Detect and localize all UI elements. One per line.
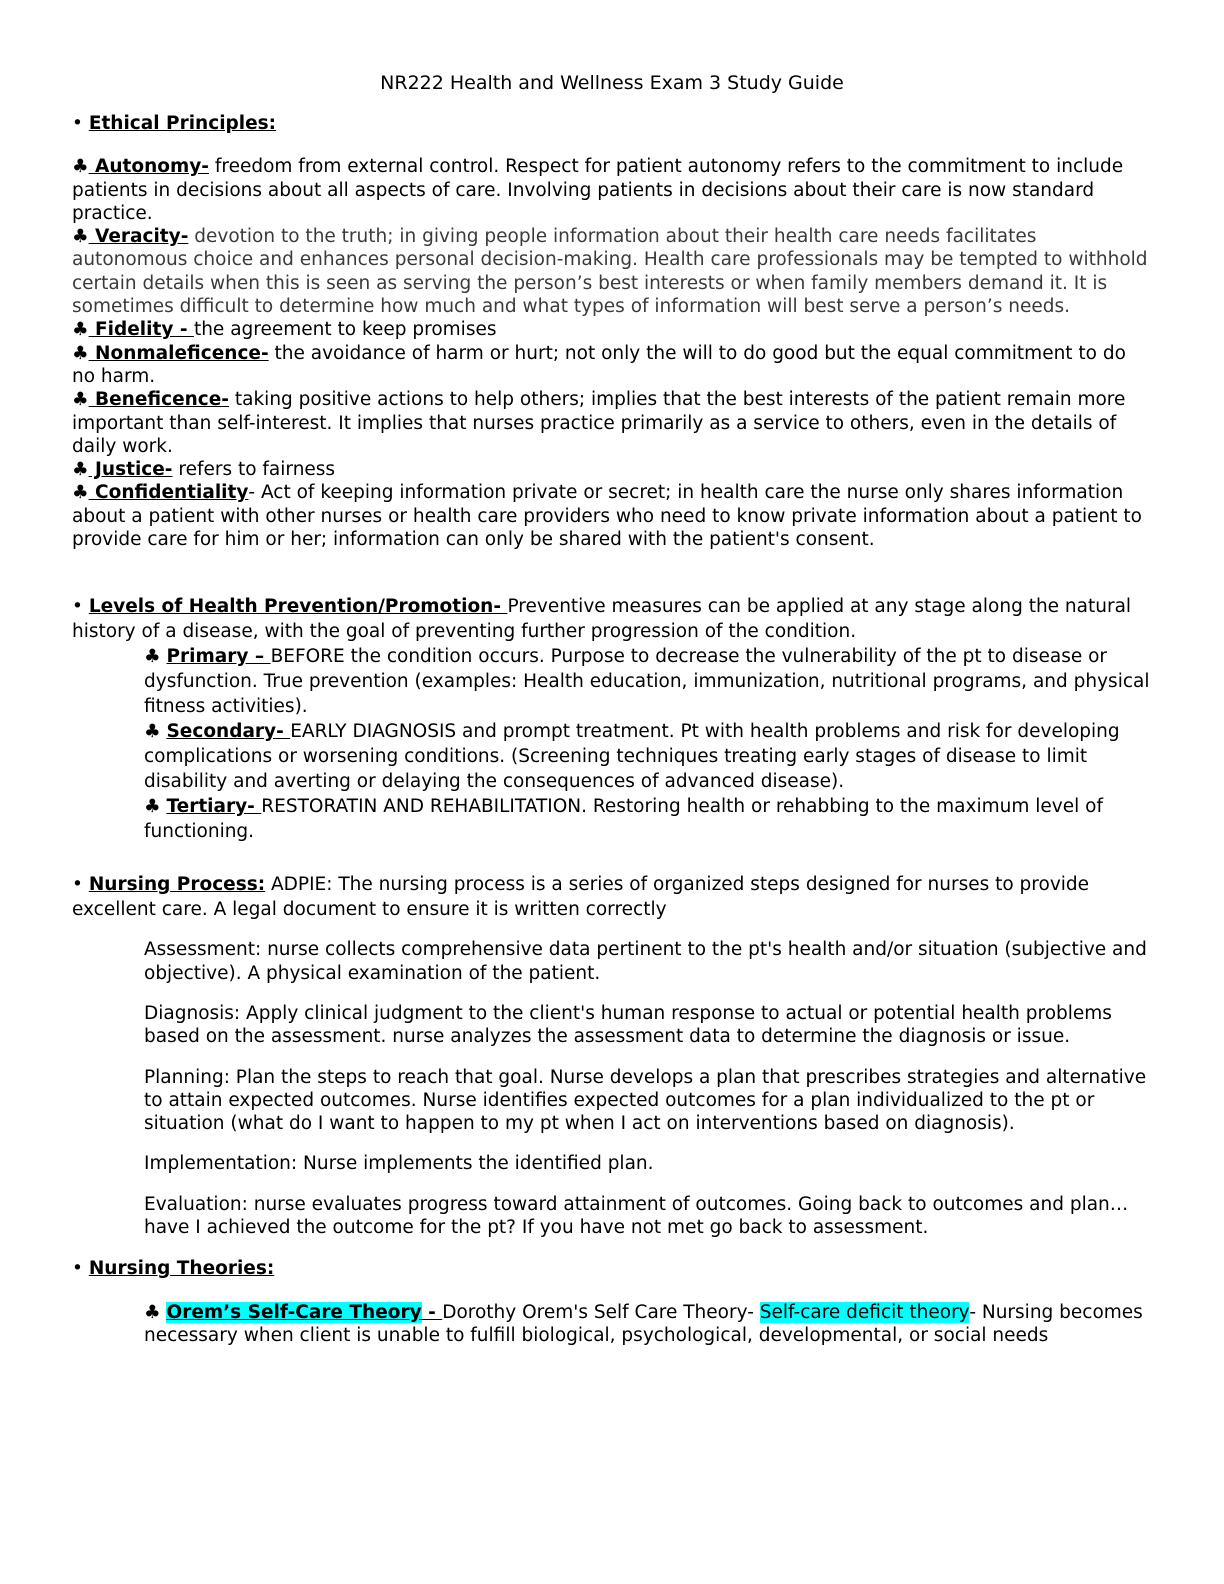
nursing-process-intro: ADPIE: The nursing process is a series of organized steps designed for nurses to provide excellent care. A legal document to ensure it is written correctly	[72, 874, 1090, 921]
theory-term-highlighted: Orem’s Self-Care Theory	[166, 1301, 422, 1323]
levels-definition: BEFORE the condition occurs. Purpose to decrease the vulnerability of the pt to disease or dysfunction. True prevention (examples: Health education, immunization, nutritional programs, and physical fitness activities).	[144, 646, 1150, 718]
levels-intro: Preventive measures can be applied at any stage along the natural history of a disease, with the goal of preventing further progression of the condition.	[72, 596, 1132, 643]
ethics-definition: devotion to the truth; in giving people information about their health care needs facilitates autonomous choice and enhances personal decision-making. Health care professionals may be tempted to withhold certain details when this is seen as serving the person’s best interests or when family members demand it. It is sometimes difficult to determine how much and what types of information will best serve a person’s needs.	[72, 226, 1148, 318]
levels-item-tertiary	[144, 794, 1152, 844]
theory-text: - Nursing becomes necessary when client is unable to fulfill biological, psychological, developmental, or social needs	[144, 1301, 1143, 1346]
club-icon: ♣	[144, 646, 161, 668]
nursing-process-step-assessment: Assessment: nurse collects comprehensive data pertinent to the pt's health and/or situation (subjective and objective). A physical examination of the patient.	[144, 939, 1147, 984]
ethics-item-confidentiality	[72, 481, 1152, 551]
club-icon: ♣	[144, 721, 161, 743]
ethics-term: Nonmaleficence-	[88, 342, 269, 364]
club-icon: ♣	[144, 796, 161, 818]
levels-term: Secondary-	[166, 721, 291, 743]
theory-text: Dorothy Orem's Self Care Theory-	[442, 1301, 760, 1323]
ethics-term: Veracity-	[88, 226, 189, 248]
nursing-process-heading-line	[72, 872, 1152, 922]
document-body	[72, 112, 1152, 1347]
ethics-term: Justice-	[88, 459, 173, 481]
levels-term: Tertiary-	[166, 796, 262, 818]
theories-heading-line	[72, 1257, 1152, 1280]
ethics-term: Confidentiality	[88, 482, 249, 504]
club-icon: ♣	[72, 226, 89, 248]
nursing-process-step-planning: Planning: Plan the steps to reach that goal. Nurse develops a plan that prescribes strategies and alternative to attain expected outcomes. Nurse identifies expected outcomes for a plan individualized to the pt or situation (what do I want to happen to my pt when I act on interventions based on diagnosis).	[144, 1066, 1147, 1135]
levels-section	[72, 594, 1152, 844]
ethics-definition: taking positive actions to help others; implies that the best interests of the patient remain more important than self-interest. It implies that nurses practice primarily as a service to others, even in the details of daily work.	[72, 389, 1126, 457]
club-icon: ♣	[72, 459, 89, 481]
bullet: •	[72, 874, 83, 896]
levels-definition: EARLY DIAGNOSIS and prompt treatment. Pt with health problems and risk for developing complications or worsening conditions. (Screening techniques treating early stages of disease to limit disability and averting or delaying the consequences of advanced disease).	[144, 721, 1120, 793]
bullet: •	[72, 113, 83, 134]
ethics-item-autonomy	[72, 155, 1152, 225]
document-title: NR222 Health and Wellness Exam 3 Study Guide	[380, 72, 844, 94]
ethics-item-fidelity	[72, 318, 1152, 341]
ethics-heading: Ethical Principles:	[88, 113, 277, 134]
ethics-term: Beneficence-	[88, 389, 229, 411]
ethics-definition: refers to fairness	[172, 459, 336, 481]
levels-heading-line	[72, 594, 1152, 644]
levels-definition: RESTORATIN AND REHABILITATION. Restoring health or rehabbing to the maximum level of functioning.	[144, 796, 1103, 843]
ethics-item-justice	[72, 458, 1152, 481]
nursing-process-heading: Nursing Process:	[88, 874, 266, 896]
ethics-definition: - Act of keeping information private or secret; in health care the nurse only shares information about a patient with other nurses or health care providers who need to know private information about a patient to provide care for him or her; information can only be shared with the patient's consent.	[72, 482, 1142, 551]
club-icon: ♣	[72, 156, 89, 178]
club-icon: ♣	[72, 319, 89, 341]
ethics-item-beneficence	[72, 388, 1152, 458]
ethics-item-veracity	[72, 225, 1152, 318]
levels-term: Primary –	[166, 646, 271, 668]
nursing-process-step-evaluation: Evaluation: nurse evaluates progress toward attainment of outcomes. Going back to outcomes and plan… have I achieved the outcome for the pt? If you have not met go back to assessment.	[144, 1193, 1129, 1239]
club-icon: ♣	[72, 389, 89, 411]
theory-dash: -	[421, 1301, 443, 1323]
ethics-definition: freedom from external control. Respect for patient autonomy refers to the commitment to include patients in decisions about all aspects of care. Involving patients in decisions about their care is now standard practice.	[72, 156, 1124, 224]
ethics-heading-line	[72, 112, 1152, 135]
theories-heading: Nursing Theories:	[88, 1258, 275, 1280]
levels-heading: Levels of Health Prevention/Promotion-	[88, 596, 508, 618]
theories-item-orem	[144, 1301, 1152, 1348]
ethics-term: Fidelity -	[88, 319, 194, 341]
club-icon: ♣	[72, 482, 89, 504]
highlighted-phrase: Self-care deficit theory	[759, 1301, 970, 1323]
levels-item-secondary	[144, 719, 1152, 794]
bullet: •	[72, 1258, 83, 1280]
ethics-definition: the avoidance of harm or hurt; not only the will to do good but the equal commitment to do no harm.	[72, 342, 1126, 387]
ethics-definition: the agreement to keep promises	[193, 319, 497, 341]
bullet: •	[72, 596, 83, 618]
nursing-process-step-implementation: Implementation: Nurse implements the identified plan.	[144, 1153, 654, 1175]
nursing-process-step-diagnosis: Diagnosis: Apply clinical judgment to the client's human response to actual or potential health problems based on the assessment. nurse analyzes the assessment data to determine the diagnosis or issue.	[144, 1002, 1112, 1048]
club-icon: ♣	[72, 342, 89, 364]
club-icon: ♣	[144, 1301, 161, 1323]
ethics-item-nonmaleficence	[72, 342, 1152, 389]
ethics-term: Autonomy-	[88, 156, 209, 178]
levels-item-primary	[144, 644, 1152, 719]
